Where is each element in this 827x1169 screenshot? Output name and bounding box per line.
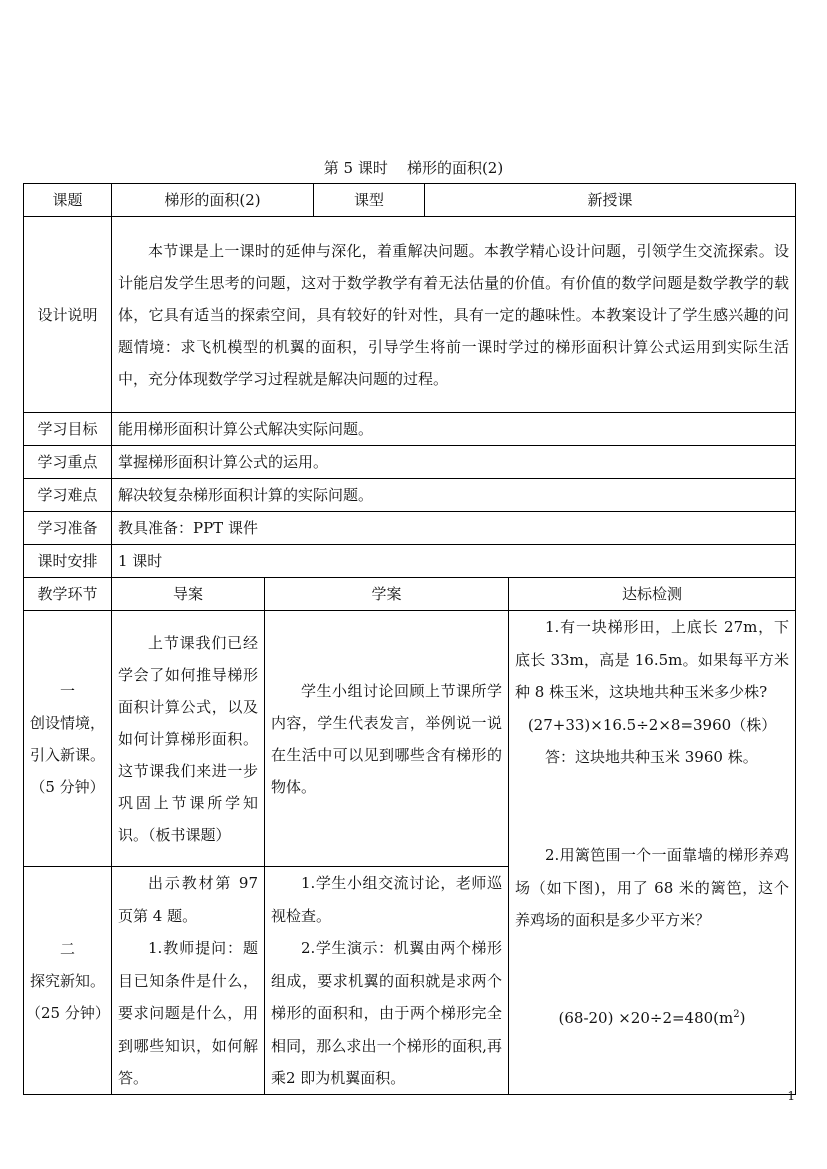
prep-label: 学习准备 bbox=[24, 512, 112, 545]
col-study: 学案 bbox=[265, 578, 509, 611]
design-row bbox=[24, 217, 796, 413]
key-value: 掌握梯形面积计算公式的运用。 bbox=[112, 446, 796, 479]
stage2-study-2: 2.学生演示：机翼由两个梯形组成，要求机翼的面积就是求两个梯形的面积和，由于两个梯形完全相同，那么求出一个梯形的面积,再乘2 即为机翼面积。 bbox=[271, 939, 502, 1087]
check2-calc-main: (68-20) ×20÷2=480(m bbox=[558, 1008, 734, 1027]
check-cell bbox=[509, 611, 796, 1095]
check2-calc-sup: 2 bbox=[733, 1008, 740, 1020]
stage1-guide: 上节课我们已经学会了如何推导梯形面积计算公式，以及如何计算梯形面积。这节课我们来进一步巩固上节课所学知识。（板书课题） bbox=[112, 611, 265, 867]
topic-row bbox=[24, 184, 796, 217]
stage2-guide bbox=[112, 867, 265, 1095]
page-number: 1 bbox=[787, 1089, 795, 1103]
check2-calc-end: ) bbox=[739, 1008, 746, 1027]
topic-value: 梯形的面积(2) bbox=[112, 184, 314, 217]
page-title bbox=[0, 157, 827, 179]
stage2-study bbox=[265, 867, 509, 1095]
key-label: 学习重点 bbox=[24, 446, 112, 479]
prep-value: 教具准备：PPT 课件 bbox=[112, 512, 796, 545]
difficulty-value: 解决较复杂梯形面积计算的实际问题。 bbox=[112, 479, 796, 512]
col-guide: 导案 bbox=[112, 578, 265, 611]
key-row bbox=[24, 446, 796, 479]
schedule-row bbox=[24, 545, 796, 578]
check2-question: 2.用篱笆围一个一面靠墙的梯形养鸡场（如下图)，用了 68 米的篱笆，这个养鸡场的面积是多少平方米？ bbox=[515, 846, 790, 929]
col-check: 达标检测 bbox=[509, 578, 796, 611]
goal-value: 能用梯形面积计算公式解决实际问题。 bbox=[112, 413, 796, 446]
goal-label: 学习目标 bbox=[24, 413, 112, 446]
stage2-label bbox=[24, 867, 112, 1095]
check2-calc bbox=[515, 1002, 789, 1034]
stage2-guide-1: 出示教材第 97 页第 4 题。 bbox=[118, 874, 258, 925]
stage2-num: 二 bbox=[59, 939, 75, 958]
stage1-label bbox=[24, 611, 112, 867]
stage2-study-1: 1.学生小组交流讨论，老师巡视检查。 bbox=[271, 874, 502, 925]
design-text: 本节课是上一课时的延伸与深化，着重解决问题。本教学精心设计问题，引领学生交流探索。设计能启发学生思考的问题，这对于数学教学有着无法估量的价值。有价值的数学问题是数学教学的载体，它具有适当的探索空间，具有较好的针对性，具有一定的趣味性。本教案设计了学生感兴趣的问题情境：求飞机模型的机翼的面积，引导学生将前一课时学过的梯形面积计算公式运用到实际生活中，充分体现数学学习过程就是解决问题的过程。 bbox=[112, 217, 796, 413]
lesson-number: 第 5 课时 bbox=[323, 159, 388, 177]
stage1-row bbox=[24, 611, 796, 867]
check1-answer: 答：这块地共种玉米 3960 株。 bbox=[545, 747, 758, 766]
type-label: 课型 bbox=[314, 184, 425, 217]
schedule-value: 1 课时 bbox=[112, 545, 796, 578]
design-label: 设计说明 bbox=[24, 217, 112, 413]
stage2-time: （25 分钟） bbox=[26, 1003, 110, 1022]
col-stage: 教学环节 bbox=[24, 578, 112, 611]
lesson-plan-table bbox=[23, 183, 796, 1095]
difficulty-label: 学习难点 bbox=[24, 479, 112, 512]
prep-row bbox=[24, 512, 796, 545]
type-value: 新授课 bbox=[425, 184, 796, 217]
lesson-title: 梯形的面积(2) bbox=[406, 159, 504, 177]
stage1-study: 学生小组讨论回顾上节课所学内容，学生代表发言，举例说一说在生活中可以见到哪些含有梯形的物体。 bbox=[265, 611, 509, 867]
schedule-label: 课时安排 bbox=[24, 545, 112, 578]
difficulty-row bbox=[24, 479, 796, 512]
stage1-name1: 创设情境， bbox=[29, 713, 105, 732]
column-header-row bbox=[24, 578, 796, 611]
stage1-time: （5 分钟） bbox=[30, 777, 105, 796]
goal-row bbox=[24, 413, 796, 446]
stage2-name: 探究新知。 bbox=[29, 971, 105, 990]
stage1-num: 一 bbox=[59, 681, 75, 700]
stage1-name2: 引入新课。 bbox=[29, 745, 105, 764]
check1-calc: (27+33)×16.5÷2×8=3960（株） bbox=[527, 715, 777, 734]
check1-question: 1.有一块梯形田，上底长 27m，下底长 33m，高是 16.5m。如果每平方米种 8 株玉米，这块地共种玉米多少株? bbox=[515, 618, 790, 701]
stage2-guide-2: 1.教师提问：题目已知条件是什么，要求问题是什么，用到哪些知识，如何解答。 bbox=[118, 939, 258, 1087]
topic-label: 课题 bbox=[24, 184, 112, 217]
